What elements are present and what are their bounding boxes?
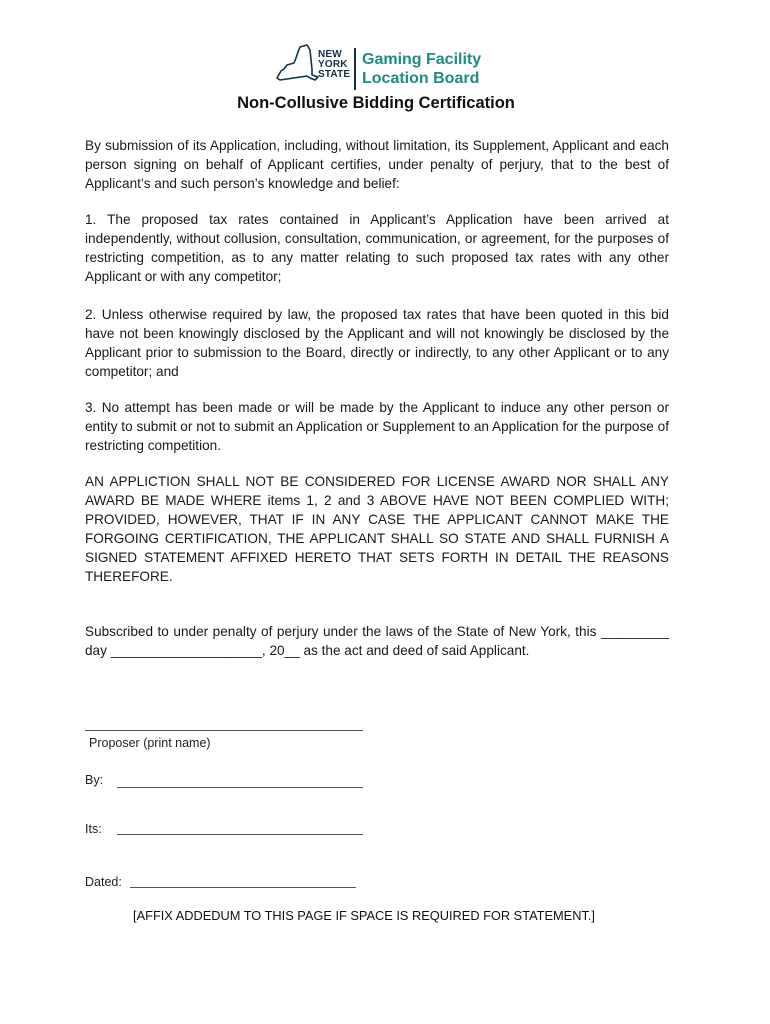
board-logo <box>274 44 504 92</box>
its-title-line[interactable] <box>117 834 363 835</box>
logo-state-line2: YORK <box>318 59 348 70</box>
by-label: By: <box>85 773 104 787</box>
logo-state-line3: STATE <box>318 69 351 80</box>
logo-board-text <box>362 50 512 88</box>
page-title: Non-Collusive Bidding Certification <box>237 94 515 112</box>
its-label: Its: <box>85 822 102 836</box>
proposer-label: Proposer (print name) <box>89 736 211 750</box>
affix-addendum-note: [AFFIX ADDEDUM TO THIS PAGE IF SPACE IS REQUIRED FOR STATEMENT.] <box>133 908 595 923</box>
new-york-state-outline-icon <box>274 44 320 86</box>
proposer-name-line[interactable] <box>85 730 363 731</box>
logo-state-text <box>318 50 354 80</box>
dated-line[interactable] <box>130 887 356 888</box>
logo-board-line2: Location Board <box>362 70 480 87</box>
logo-divider <box>354 48 356 90</box>
intro-paragraph: By submission of its Application, including, without limitation, its Supplement, Applicant and each person signing on behalf of Applicant certifies, under penalty of perjury, that to the best of Applicant’s and such person’s knowledge and belief: <box>85 138 669 191</box>
subscribed-statement: Subscribed to under penalty of perjury under the laws of the State of New York, this _________ day ____________________, 20__ as the act and deed of said Applicant. <box>85 624 669 658</box>
certification-item-1: 1. The proposed tax rates contained in Applicant’s Application have been arrived at independently, without collusion, consultation, communication, or agreement, for the purposes of restricting competition, as to any matter relating to such proposed tax rates with any other Applicant or with any competitor; <box>85 212 669 284</box>
logo-board-line1: Gaming Facility <box>362 51 482 68</box>
by-signature-line[interactable] <box>117 787 363 788</box>
requirement-notice: AN APPLICTION SHALL NOT BE CONSIDERED FOR LICENSE AWARD NOR SHALL ANY AWARD BE MADE WHERE items 1, 2 and 3 ABOVE HAVE NOT BEEN COMPLIED WITH; PROVIDED, HOWEVER, THAT IF IN ANY CASE THE APPLICANT CANNOT MAKE THE FORGOING CERTIFICATION, THE APPLICANT SHALL SO STATE AND SHALL FURNISH A SIGNED STATEMENT AFFIXED HERETO THAT SETS FORTH IN DETAIL THE REASONS THEREFORE. <box>85 474 669 584</box>
certification-item-2: 2. Unless otherwise required by law, the proposed tax rates that have been quoted in this bid have not been knowingly disclosed by the Applicant and will not knowingly be disclosed by the Applicant prior to submission to the Board, directly or indirectly, to any other Applicant or to any competitor; and <box>85 307 669 379</box>
dated-label: Dated: <box>85 875 122 889</box>
logo-state-line1: NEW <box>318 49 342 60</box>
certification-item-3: 3. No attempt has been made or will be made by the Applicant to induce any other person or entity to submit or not to submit an Application or Supplement to an Application for the purpose of restricting competition. <box>85 400 669 453</box>
